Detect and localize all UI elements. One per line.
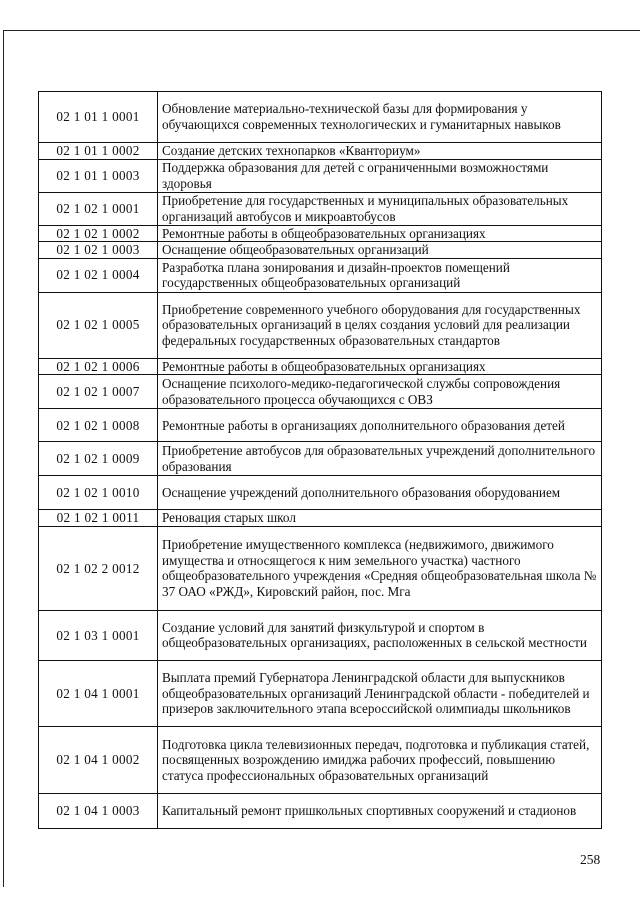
- page-top-border: [3, 30, 640, 31]
- row-description: Создание условий для занятий физкультурой и спортом в общеобразовательных организациях, расположенных в сельской местности: [158, 610, 602, 660]
- row-description: Поддержка образования для детей с ограниченными возможностями здоровья: [158, 159, 602, 192]
- row-description: Ремонтные работы в общеобразовательных организациях: [158, 358, 602, 375]
- row-code: 02 1 02 1 0003: [39, 242, 158, 259]
- table-row: [39, 476, 602, 510]
- row-code: 02 1 02 1 0004: [39, 258, 158, 292]
- row-code: 02 1 02 2 0012: [39, 526, 158, 610]
- row-description: Приобретение для государственных и муниципальных образовательных организаций автобусов и микроавтобусов: [158, 192, 602, 225]
- table-row: [39, 159, 602, 192]
- row-description: Оснащение учреждений дополнительного образования оборудованием: [158, 476, 602, 510]
- table-row: [39, 526, 602, 610]
- row-description: Ремонтные работы в общеобразовательных организациях: [158, 225, 602, 242]
- row-code: 02 1 02 1 0006: [39, 358, 158, 375]
- row-code: 02 1 02 1 0002: [39, 225, 158, 242]
- row-description: Приобретение современного учебного оборудования для государственных образовательных организаций в целях создания условий для реализации федеральных государственных образовательных стандартов: [158, 292, 602, 358]
- row-code: 02 1 02 1 0007: [39, 375, 158, 409]
- table-row: [39, 242, 602, 259]
- page-number: 258: [580, 852, 601, 867]
- table-row: [39, 292, 602, 358]
- row-code: 02 1 02 1 0008: [39, 409, 158, 442]
- table-row: [39, 375, 602, 409]
- table-body: [39, 92, 602, 829]
- page-left-border: [3, 30, 4, 887]
- row-code: 02 1 02 1 0009: [39, 442, 158, 476]
- row-description: Оснащение общеобразовательных организаций: [158, 242, 602, 259]
- row-code: 02 1 04 1 0002: [39, 726, 158, 793]
- row-description: Ремонтные работы в организациях дополнительного образования детей: [158, 409, 602, 442]
- table-row: [39, 143, 602, 160]
- row-code: 02 1 01 1 0002: [39, 143, 158, 160]
- row-description: Обновление материально-технической базы для формирования у обучающихся современных технологических и гуманитарных навыков: [158, 92, 602, 143]
- table-row: [39, 610, 602, 660]
- table-row: [39, 510, 602, 527]
- table-row: [39, 409, 602, 442]
- row-description: Приобретение имущественного комплекса (недвижимого, движимого имущества и относящегося к ним земельного участка) частного общеобразовательного учреждения «Средняя общеобразовательная школа № 37 ОАО «РЖД», Кировский район, пос. Мга: [158, 526, 602, 610]
- table-row: [39, 793, 602, 828]
- table-row: [39, 726, 602, 793]
- row-description: Капитальный ремонт пришкольных спортивных сооружений и стадионов: [158, 793, 602, 828]
- table-row: [39, 358, 602, 375]
- row-description: Оснащение психолого-медико-педагогической службы сопровождения образовательного процесса обучающихся с ОВЗ: [158, 375, 602, 409]
- row-code: 02 1 02 1 0011: [39, 510, 158, 527]
- row-code: 02 1 02 1 0010: [39, 476, 158, 510]
- table-row: [39, 92, 602, 143]
- row-code: 02 1 01 1 0001: [39, 92, 158, 143]
- row-description: Разработка плана зонирования и дизайн-проектов помещений государственных общеобразовательных организаций: [158, 258, 602, 292]
- row-code: 02 1 02 1 0001: [39, 192, 158, 225]
- row-code: 02 1 01 1 0003: [39, 159, 158, 192]
- row-description: Приобретение автобусов для образовательных учреждений дополнительного образования: [158, 442, 602, 476]
- table-row: [39, 258, 602, 292]
- row-code: 02 1 02 1 0005: [39, 292, 158, 358]
- row-code: 02 1 04 1 0001: [39, 660, 158, 726]
- table-row: [39, 442, 602, 476]
- row-description: Реновация старых школ: [158, 510, 602, 527]
- budget-codes-table: [38, 91, 602, 829]
- row-code: 02 1 03 1 0001: [39, 610, 158, 660]
- row-description: Выплата премий Губернатора Ленинградской области для выпускников общеобразовательных организаций Ленинградской области - победителей и призеров заключительного этапа всероссийской олимпиады школьников: [158, 660, 602, 726]
- table-row: [39, 192, 602, 225]
- table-row: [39, 225, 602, 242]
- row-description: Подготовка цикла телевизионных передач, подготовка и публикация статей, посвященных возрождению имиджа рабочих профессий, повышению статуса профессиональных образовательных организаций: [158, 726, 602, 793]
- row-description: Создание детских технопарков «Кванториум»: [158, 143, 602, 160]
- table-row: [39, 660, 602, 726]
- row-code: 02 1 04 1 0003: [39, 793, 158, 828]
